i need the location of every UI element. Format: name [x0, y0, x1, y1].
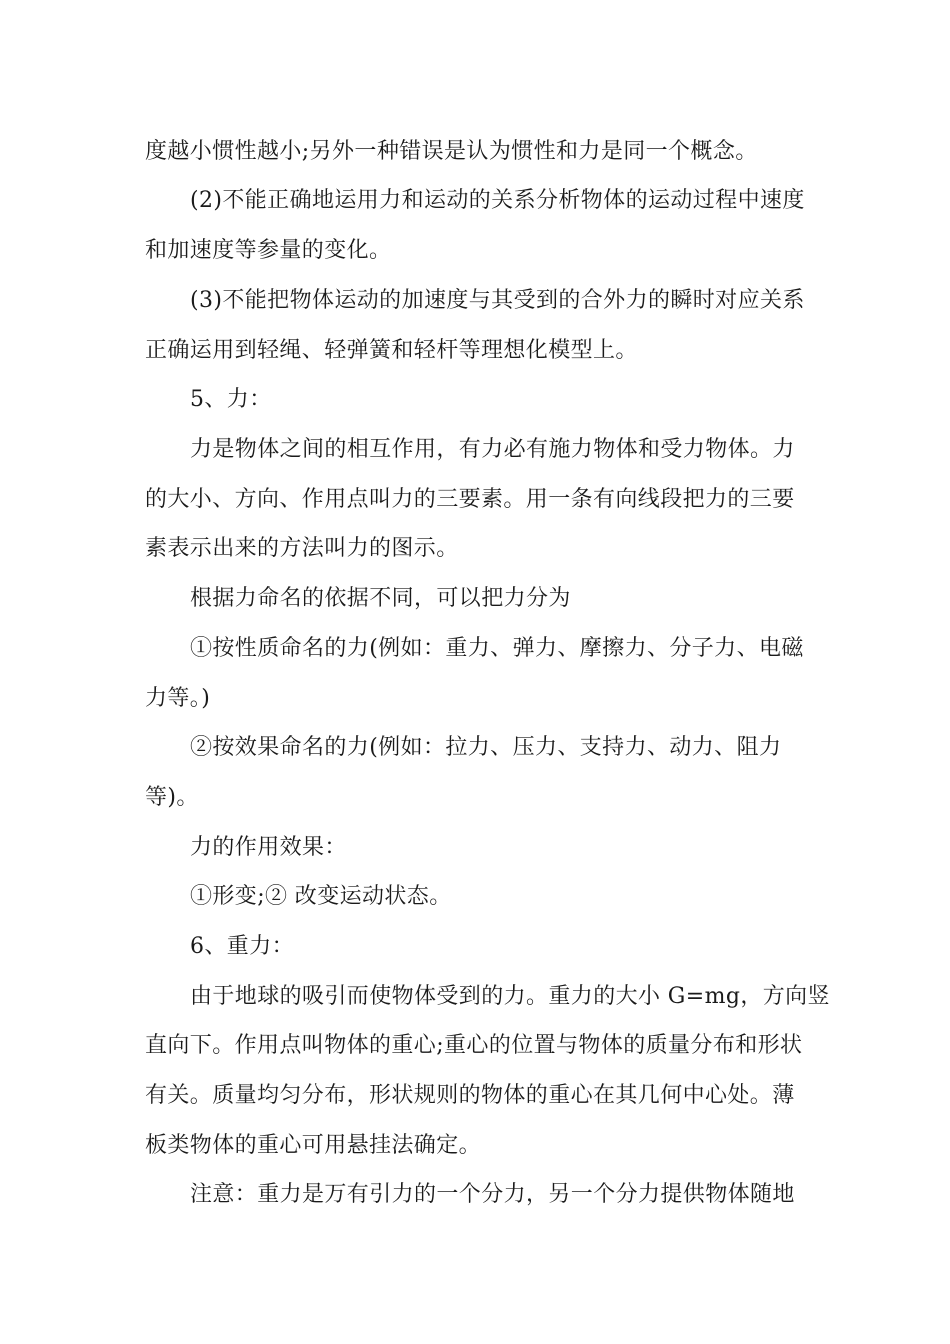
text-line-7: 力是物体之间的相互作用，有力必有施力物体和受力物体。力: [190, 437, 795, 462]
text-line-5: 正确运用到轻绳、轻弹簧和轻杆等理想化模型上。: [145, 338, 638, 363]
text-line-19: 直向下。作用点叫物体的重心;重心的位置与物体的质量分布和形状: [145, 1033, 803, 1058]
text-line-8: 的大小、方向、作用点叫力的三要素。用一条有向线段把力的三要: [145, 487, 795, 512]
text-line-20: 有关。质量均匀分布，形状规则的物体的重心在其几何中心处。薄: [145, 1083, 795, 1108]
text-line-13: ②按效果命名的力(例如：拉力、压力、支持力、动力、阻力: [190, 735, 782, 760]
text-line-9: 素表示出来的方法叫力的图示。: [145, 536, 459, 561]
text-line-21: 板类物体的重心可用悬挂法确定。: [145, 1133, 482, 1158]
text-line-12: 力等。): [145, 686, 211, 711]
section-heading-force: 5、力：: [190, 387, 272, 412]
text-line-4: (3)不能把物体运动的加速度与其受到的合外力的瞬时对应关系: [190, 288, 805, 313]
text-line-11: ①按性质命名的力(例如：重力、弹力、摩擦力、分子力、电磁: [190, 636, 804, 661]
text-line-14: 等)。: [145, 785, 199, 810]
text-line-15: 力的作用效果：: [190, 835, 347, 860]
text-line-1: 度越小惯性越小;另外一种错误是认为惯性和力是同一个概念。: [145, 139, 758, 164]
text-line-10: 根据力命名的依据不同，可以把力分为: [190, 586, 571, 611]
text-line-16: ①形变;② 改变运动状态。: [190, 884, 452, 909]
section-heading-gravity: 6、重力：: [190, 934, 294, 959]
text-line-3: 和加速度等参量的变化。: [145, 238, 392, 263]
text-line-22: 注意：重力是万有引力的一个分力，另一个分力提供物体随地: [190, 1182, 795, 1207]
text-line-2: (2)不能正确地运用力和运动的关系分析物体的运动过程中速度: [190, 188, 805, 213]
text-line-18: 由于地球的吸引而使物体受到的力。重力的大小 G=mg，方向竖: [190, 984, 830, 1009]
